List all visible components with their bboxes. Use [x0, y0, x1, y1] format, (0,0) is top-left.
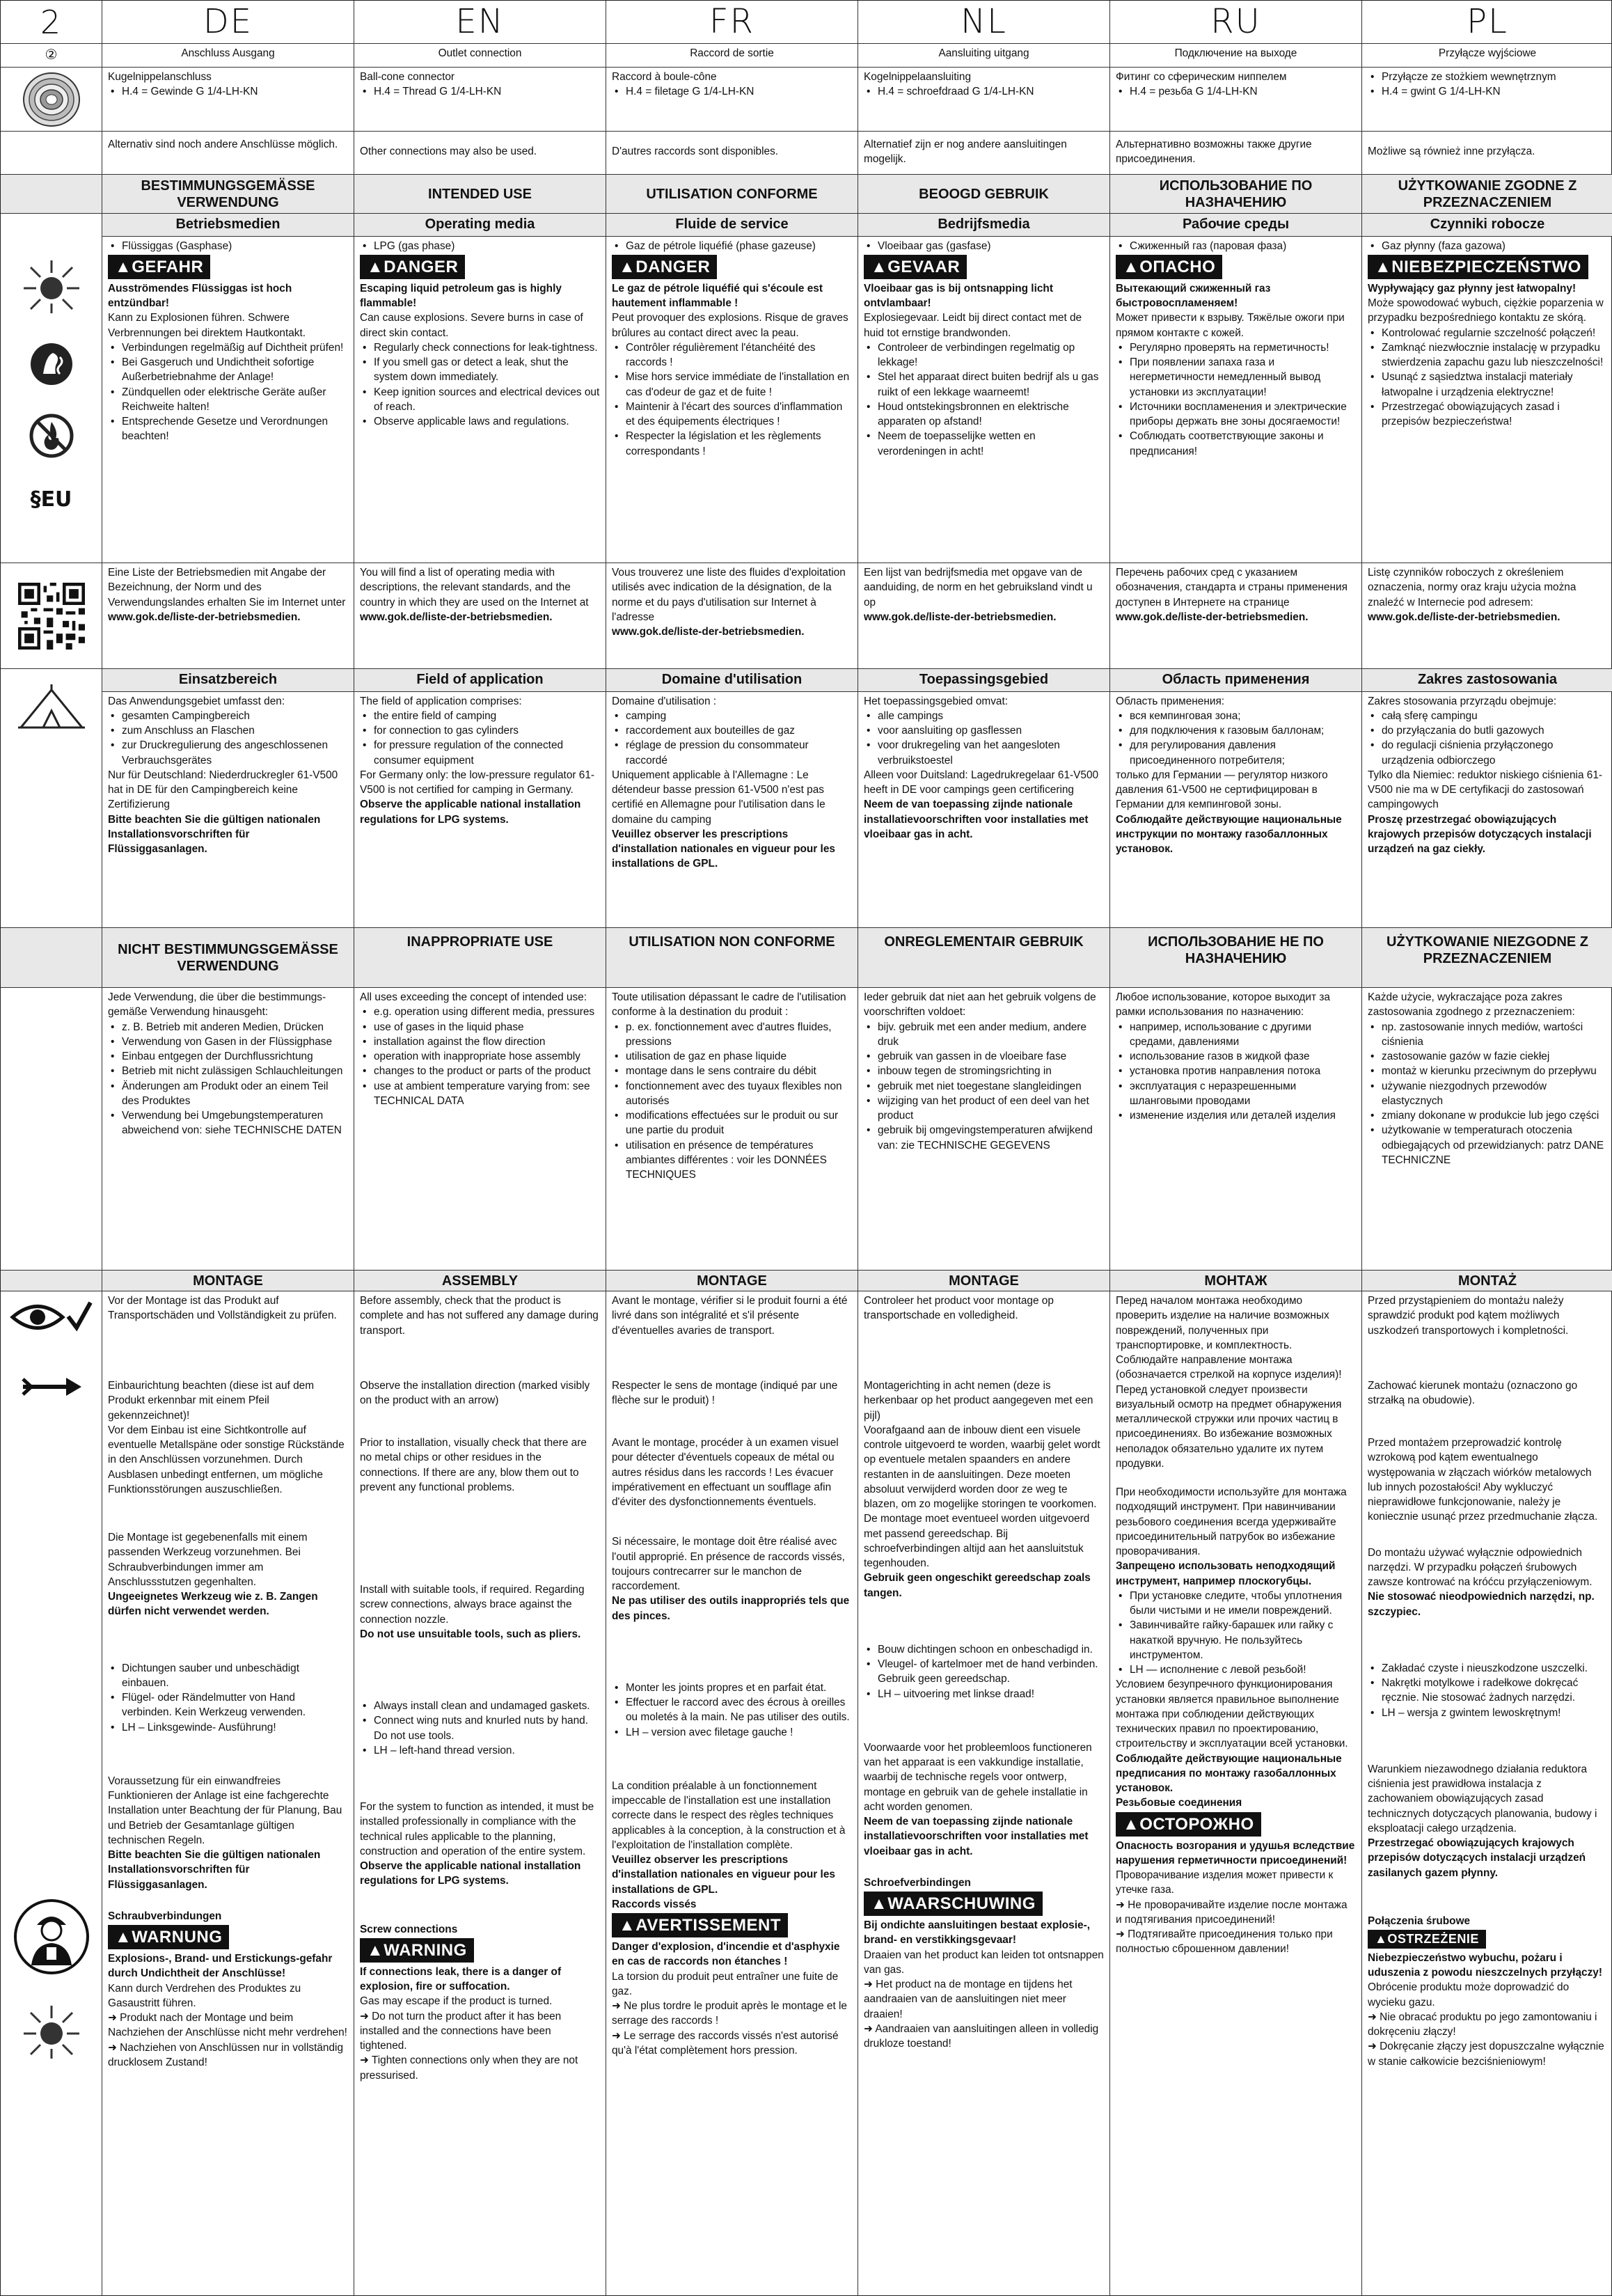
media-en: Operating media • LPG (gas phase) ▲DANGER Escaping liquid petroleum gas is highly flammable! Can cause explosions. Severe burns in case of direct skin contact. • Regularly check connections for leak-tightness. • If you smell gas or detect a leak, shut the system down immediately. • Keep ignition sources and electrical devices out of reach. • Observe applicable laws and regulations.: [354, 214, 606, 563]
hazard-icons: [1, 214, 102, 563]
outlet-desc-nl: Kogelnippelaansluiting • H.4 = schroefdraad G 1/4-LH-KN: [858, 68, 1110, 132]
outlet-alt-nl: Alternatief zijn er nog andere aansluitingen mogelijk.: [858, 132, 1110, 175]
warning-badge: ▲ОСТОРОЖНО: [1116, 1812, 1261, 1837]
assembly-de: Vor der Montage ist das Produkt auf Transportschäden und Vollständigkeit zu prüfen. Einbaurichtung beachten (diese ist auf dem Produkt erkennbar mit einem Pfeil gekennzeichnet)! Vor dem Einbau ist eine Sichtkontrolle auf eventuelle Metallspäne oder sonstige Rückstände in den Anschlüssen vorzunehmen. Durch Ausblasen unbedingt entfernen, um mögliche Funktionsstörungen auszuschließen. Die Montage ist gegebenenfalls mit einem passenden Werkzeug vorzunehmen. Bei Schraubverbindungen immer am Anschlussstutzen gegenhalten. Ungeeignetes Werkzeug wie z. B. Zangen dürfen nicht verwendet werden. • Dichtungen sauber und unbeschädigt einbauen. • Flügel- oder Rändelmutter von Hand verbinden. Kein Werkzeug verwenden. • LH – Linksgewinde- Ausführung! Voraussetzung für ein einwandfreies Funktionieren der Anlage ist eine fachgerechte Installation unter Beachtung der für Planung, Bau und Betrieb der Gesamtanlage gültigen technischen Regeln. Bitte beachten Sie die gültigen nationalen Installationsvorschriften für Flüssiggasanlagen. Schraubverbindungen ▲WARNUNG Explosions-, Brand- und Erstickungs-gefahr durch Undichtheit der Anschlüsse! Kann durch Verdrehen des Produktes zu Gasaustritt führen. ➜ Produkt nach der Montage und beim Nachziehen der Anschlüsse nicht mehr verdrehen! ➜ Nachziehen von Anschlüssen nur in vollständig drucklosem Zustand!: [102, 1291, 354, 2296]
field-pl: Zakres zastosowania Zakres stosowania przyrządu obejmuje: • całą sferę campingu • do przyłączania do butli gazowych • do regulacji ciśnienia przyłączonego urządzenia odbiorczego Tylko dla Niemiec: reduktor niskiego ciśnienia 61-V500 nie ma w DE certyfikacji do zastosowań campingowych Proszę przestrzegać obowiązujących krajowych przepisów dotyczących instalacji urządzeń na gaz ciekły.: [1362, 669, 1612, 928]
outlet-content-row: [1, 68, 1612, 132]
inappropriate-fr: Toute utilisation dépassant le cadre de l'utilisation conforme à la destination du produit : • p. ex. fonctionnement avec d'autres fluides, pressions • utilisation de gaz en phase liquide • montage dans le sens contraire du débit • fonctionnement avec des tuyaux flexibles non autorisés • modifications effectuées sur le produit ou sur une partie du produit • utilisation en présence de températures ambiantes différentes : voir les DONNÉES TECHNIQUES: [606, 988, 858, 1271]
media-fr: Fluide de service • Gaz de pétrole liquéfié (phase gazeuse) ▲DANGER Le gaz de pétrole liquéfié qui s'écoule est hautement inflammable ! Peut provoquer des explosions. Risque de graves brûlures au contact direct avec la peau. • Contrôler régulièrement l'étanchéité des raccords ! • Mise hors service immédiate de l'installation en cas d'odeur de gaz et de fuite ! • Maintenir à l'écart des sources d'inflammation et des équipements électriques ! • Respecter la législation et les règlements correspondants !: [606, 214, 858, 563]
media-list-ru: Перечень рабочих сред с указанием обозначения, стандарта и страны применения доступен в Интернете на странице www.gok.de/liste-der-betriebsmedien.: [1110, 563, 1362, 669]
outlet-title-en: Outlet connection: [354, 44, 606, 68]
lang-en: EN: [354, 1, 606, 44]
gas-smell-icon: [29, 342, 74, 386]
section-title-ru: ИСПОЛЬЗОВАНИЕ НЕ ПО НАЗНАЧЕНИЮ: [1110, 928, 1362, 988]
outlet-title-nl: Aansluiting uitgang: [858, 44, 1110, 68]
inappropriate-ru: Любое использование, которое выходит за рамки использования по назначению: • например, использование с другими средами, давлениями • использование газов в жидкой фазе • установка против направления потока • эксплуатация с неразрешенными шланговыми проводами • изменение изделия или деталей изделия: [1110, 988, 1362, 1271]
inappropriate-nl: Ieder gebruik dat niet aan het gebruik volgens de voorschriften voldoet: • bijv. gebruik met een ander medium, andere druk • gebruik van gassen in de vloeibare fase • inbouw tegen de stromingsrichting in • gebruik met niet toegestane slangleidingen • wijziging van het product of een deel van het product • gebruik bij omgevingstemperaturen afwijkend van: zie TECHNISCHE GEGEVENS: [858, 988, 1110, 1271]
media-ru: Рабочие среды • Сжиженный газ (паровая фаза) ▲ОПАСНО Вытекающий сжиженный газ быстровоспламеняем! Может привести к взрыву. Тяжёлые ожоги при прямом контакте с кожей. • Регулярно проверять на герметичность! • При появлении запаха газа и негерметичности немедленный вывод установки из эксплуатации! • Источники воспламенения и электрические приборы держать вне зоны досягаемости! • Соблюдать соответствующие законы и предписания!: [1110, 214, 1362, 563]
outlet-alt-ru: Альтернативно возможны также другие присоединения.: [1110, 132, 1362, 175]
outlet-alt-row: [1, 132, 1612, 175]
danger-badge: ▲ОПАСНО: [1116, 255, 1222, 279]
inappropriate-en: All uses exceeding the concept of intended use: • e.g. operation using different media, pressures • use of gases in the liquid phase • installation against the flow direction • operation with inappropriate hose assembly • changes to the product or parts of the product • use at ambient temperature varying from: see TECHNICAL DATA: [354, 988, 606, 1271]
media-list-row: [1, 563, 1612, 669]
outlet-desc-ru: Фитинг со сферическим ниппелем • H.4 = резьба G 1/4-LH-KN: [1110, 68, 1362, 132]
field-fr: Domaine d'utilisation Domaine d'utilisation : • camping • raccordement aux bouteilles de gaz • réglage de pression du consommateur raccordé Uniquement applicable à l'Allemagne : Le détendeur basse pression 61-V500 n'est pas certifié en Allemagne pour l'utilisation dans le domaine du camping Veuillez observer les prescriptions d'installation nationales en vigueur pour les installations de GPL.: [606, 669, 858, 928]
no-fire-icon: [29, 414, 74, 458]
field-of-application-row: [1, 669, 1612, 928]
eu-regulation-icon: §EU: [30, 487, 72, 512]
assembly-ru: Перед началом монтажа необходимо проверить изделие на наличие возможных повреждений, полученных при транспортировке, и комплектность. Соблюдайте направление монтажа (обозначается стрелкой на корпусе изделия)! Перед установкой следует произвести визуальный осмотр на предмет обнаружения металлической стружки или прочих частиц в присоединениях. Во избежание возможных неполадок обязательно удалите их путем продувки. При необходимости используйте для монтажа подходящий инструмент. При навинчивании резьбового соединения всегда удерживайте присоединительный патрубок во избежание проворачивания. Запрещено использовать неподходящий инструмент, например плоскогубцы. • При установке следите, чтобы уплотнения были чистыми и не имели повреждений. • Завинчивайте гайку-барашек или гайку с накаткой вручную. Не пользуйтесь инструментом. • LH — исполнение с левой резьбой! Условием безупречного функционирования установки является правильное выполнение монтажа при соблюдении действующих технических правил по проектированию, строительству и эксплуатации всей установки. Соблюдайте действующие национальные предписания по монтажу газобаллонных установок. Резьбовые соединения ▲ОСТОРОЖНО Опасность возгорания и удушья вследствие нарушения герметичности присоединений! Проворачивание изделия может привести к утечке газа. ➜ Не проворачивайте изделие после монтажа и подтягивания присоединений! ➜ Подтягивайте присоединения только при полностью сброшенном давлении!: [1110, 1291, 1362, 2296]
media-list-link[interactable]: www.gok.de/liste-der-betriebsmedien.: [612, 626, 805, 638]
media-list-link[interactable]: www.gok.de/liste-der-betriebsmedien.: [360, 611, 553, 623]
lang-nl: NL: [858, 1, 1110, 44]
section-title-nl: ONREGLEMENTAIR GEBRUIK: [858, 928, 1110, 988]
outlet-title-ru: Подключение на выходе: [1110, 44, 1362, 68]
warning-badge: ▲WAARSCHUWING: [864, 1892, 1043, 1916]
section-title-nl: BEOOGD GEBRUIK: [858, 175, 1110, 214]
warning-badge: ▲WARNING: [360, 1938, 474, 1963]
outlet-title-pl: Przyłącze wyjściowe: [1362, 44, 1612, 68]
section-title-pl: MONTAŻ: [1362, 1271, 1612, 1291]
explosion-icon: [19, 258, 84, 315]
assembly-row: [1, 1291, 1612, 2296]
outlet-title-fr: Raccord de sortie: [606, 44, 858, 68]
section-title-nl: MONTAGE: [858, 1271, 1110, 1291]
inappropriate-use-row: [1, 988, 1612, 1271]
danger-badge: ▲DANGER: [360, 255, 465, 279]
intended-use-header-row: [1, 175, 1612, 214]
section-title-de: NICHT BESTIMMUNGSGEMÄSSE VERWENDUNG: [102, 928, 354, 988]
section-title-fr: MONTAGE: [606, 1271, 858, 1291]
assembly-header-row: [1, 1271, 1612, 1291]
media-list-nl: Een lijst van bedrijfsmedia met opgave van de aanduiding, de norm en het gebruiksland vindt u op www.gok.de/liste-der-betriebsmedien.: [858, 563, 1110, 669]
media-list-link[interactable]: www.gok.de/liste-der-betriebsmedien.: [108, 611, 301, 623]
assembly-en: Before assembly, check that the product is complete and has not suffered any damage during transport. Observe the installation direction (marked visibly on the product with an arrow) Prior to installation, visually check that there are no metal chips or other residues in the connections. If there are any, blow them out to prevent any functional problems. Install with suitable tools, if required. Regarding screw connections, always brace against the connection nozzle. Do not use unsuitable tools, such as pliers. • Always install clean and undamaged gaskets. • Connect wing nuts and knurled nuts by hand. Do not use tools. • LH – left-hand thread version. For the system to function as intended, it must be installed professionally in compliance with the technical rules applicable to the planning, construction and operation of the entire system. Observe the applicable national installation regulations for LPG systems. Screw connections ▲WARNING If connections leak, there is a danger of explosion, fire or suffocation. Gas may escape if the product is turned. ➜ Do not turn the product after it has been installed and the connections have been tightened. ➜ Tighten connections only when they are not pressurised.: [354, 1291, 606, 2296]
section-title-pl: UŻYTKOWANIE ZGODNE Z PRZEZNACZENIEM: [1362, 175, 1612, 214]
media-list-link[interactable]: www.gok.de/liste-der-betriebsmedien.: [864, 611, 1057, 623]
media-de: Betriebsmedien • Flüssiggas (Gasphase) ▲GEFAHR Ausströmendes Flüssiggas ist hoch entzündbar! Kann zu Explosionen führen. Schwere Verbrennungen bei direktem Hautkontakt. • Verbindungen regelmäßig auf Dichtheit prüfen! • Bei Gasgeruch und Undichtheit sofortige Außerbetriebnahme der Anlage! • Zündquellen oder elektrische Geräte außer Reichweite halten! • Entsprechende Gesetze und Verordnungen beachten!: [102, 214, 354, 563]
media-list-en: You will find a list of operating media with descriptions, the relevant standards, and the country in which they are used on the Internet at www.gok.de/liste-der-betriebsmedien.: [354, 563, 606, 669]
outlet-alt-de: Alternativ sind noch andere Anschlüsse möglich.: [102, 132, 354, 175]
eye-check-icon: [10, 1298, 93, 1336]
lang-de: DE: [102, 1, 354, 44]
outlet-alt-en: Other connections may also be used.: [354, 132, 606, 175]
assembly-icons: [1, 1291, 102, 2296]
media-pl: Czynniki robocze • Gaz płynny (faza gazowa) ▲NIEBEZPIECZEŃSTWO Wypływający gaz płynny jest łatwopalny! Może spowodować wybuch, ciężkie poparzenia w przypadku bezpośredniego kontaktu ze skórą. • Kontrolować regularnie szczelność połączeń! • Zamknąć niezwłocznie instalację w przypadku stwierdzenia zapachu gazu lub nieszczelności! • Usunąć z sąsiedztwa instalacji materiały łatwopalne i urządzenia elektryczne! • Przestrzegać obowiązujących zasad i przepisów bezpieczeństwa!: [1362, 214, 1612, 563]
media-list-fr: Vous trouverez une liste des fluides d'exploitation utilisés avec indication de la désignation, de la norme et du pays d'utilisation sur Internet à l'adresse www.gok.de/liste-der-betriebsmedien.: [606, 563, 858, 669]
media-list-de: Eine Liste der Betriebsmedien mit Angabe der Bezeichnung, der Norm und des Verwendungslandes erhalten Sie im Internet unter www.gok.de/liste-der-betriebsmedien.: [102, 563, 354, 669]
section-title-en: INTENDED USE: [354, 175, 606, 214]
warning-badge: ▲OSTRZEŻENIE: [1368, 1930, 1486, 1949]
assembly-pl: Przed przystąpieniem do montażu należy sprawdzić produkt pod kątem możliwych uszkodzeń transportowych i kompletności. Zachować kierunek montażu (oznaczono go strzałką na obudowie). Przed montażem przeprowadzić kontrolę wzrokową pod kątem ewentualnego występowania w złączach wiórków metalowych lub innych pozostałości! Aby wykluczyć nieprawidłowe funkcjonowanie, należy je koniecznie usunąć przez przedmuchanie złącza. Do montażu używać wyłącznie odpowiednich narzędzi. W przypadku połączeń śrubowych zawsze kontrować na króćcu przyłączeniowym. Nie stosować nieodpowiednich narzędzi, np. szczypiec. • Zakładać czyste i nieuszkodzone uszczelki. • Nakrętki motylkowe i radełkowe dokręcać ręcznie. Nie stosować żadnych narzędzi. • LH – wersja z gwintem lewoskrętnym! Warunkiem niezawodnego działania reduktora ciśnienia jest prawidłowa instalacja z zachowaniem obowiązujących zasad technicznych dotyczących planowania, budowy i eksploatacji całego urządzenia. Przestrzegać obowiązujących krajowych przepisów dotyczących instalacji urządzeń zasilanych gazem płynny. Połączenia śrubowe ▲OSTRZEŻENIE Niebezpieczeństwo wybuchu, pożaru i uduszenia z powodu nieszczelnych przyłączy! Obrócenie produktu może doprowadzić do wycieku gazu. ➜ Nie obracać produktu po jego zamontowaniu i dokręceniu złączy! ➜ Dokręcanie złączy jest dopuszczalne wyłącznie w stanie całkowicie bezciśnieniowym!: [1362, 1291, 1612, 2296]
section-title-en: INAPPROPRIATE USE: [354, 928, 606, 988]
section-title-ru: ИСПОЛЬЗОВАНИЕ ПО НАЗНАЧЕНИЮ: [1110, 175, 1362, 214]
outlet-title-row: [1, 44, 1612, 68]
danger-badge: ▲DANGER: [612, 255, 717, 279]
technician-icon: [13, 1898, 90, 1975]
section-title-pl: UŻYTKOWANIE NIEZGODNE Z PRZEZNACZENIEM: [1362, 928, 1612, 988]
explosion-icon: [19, 2003, 84, 2060]
field-de: Einsatzbereich Das Anwendungsgebiet umfasst den: • gesamten Campingbereich • zum Anschluss an Flaschen • zur Druckregulierung des angeschlossenen Verbrauchsgerätes Nur für Deutschland: Niederdruckregler 61-V500 hat in DE für den Campingbereich keine Zertifizierung Bitte beachten Sie die gültigen nationalen Installationsvorschriften für Flüssiggasanlagen.: [102, 669, 354, 928]
outlet-desc-de: Kugelnippelanschluss • H.4 = Gewinde G 1/4-LH-KN: [102, 68, 354, 132]
inappropriate-pl: Każde użycie, wykraczające poza zakres zastosowania zgodnego z przeznaczeniem: • np. zastosowanie innych mediów, wartości ciśnienia • zastosowanie gazów w fazie ciekłej • montaż w kierunku przeciwnym do przepływu • używanie niezgodnych przewodów elastycznych • zmiany dokonane w produkcie lub jego części • użytkowanie w temperaturach otoczenia odbiegających od przewidzianych: patrz DANE TECHNICZNE: [1362, 988, 1612, 1271]
inappropriate-de: Jede Verwendung, die über die bestimmungs-gemäße Verwendung hinausgeht: • z. B. Betrieb mit anderen Medien, Drücken • Verwendung von Gasen in der Flüssigphase • Einbau entgegen der Durchflussrichtung • Betrieb mit nicht zulässigen Schlauchleitungen • Änderungen am Produkt oder an einem Teil des Produktes • Verwendung bei Umgebungstemperaturen abweichend von: siehe TECHNISCHE DATEN: [102, 988, 354, 1271]
media-list-link[interactable]: www.gok.de/liste-der-betriebsmedien.: [1116, 611, 1309, 623]
threaded-fitting-icon: [1, 68, 102, 132]
outlet-alt-fr: D'autres raccords sont disponibles.: [606, 132, 858, 175]
outlet-desc-pl: • Przyłącze ze stożkiem wewnętrznym • H.4 = gwint G 1/4-LH-KN: [1362, 68, 1612, 132]
flow-arrow-icon: [20, 1376, 83, 1397]
media-list-link[interactable]: www.gok.de/liste-der-betriebsmedien.: [1368, 611, 1560, 623]
media-list-pl: Listę czynników roboczych z określeniem oznaczenia, normy oraz kraju użycia można znaleźć w Internecie pod adresem: www.gok.de/liste-der-betriebsmedien.: [1362, 563, 1612, 669]
outlet-desc-fr: Raccord à boule-cône • H.4 = filetage G 1/4-LH-KN: [606, 68, 858, 132]
section-title-fr: UTILISATION CONFORME: [606, 175, 858, 214]
outlet-alt-pl: Możliwe są również inne przyłącza.: [1362, 132, 1612, 175]
language-header-row: [1, 1, 1612, 44]
assembly-nl: Controleer het product voor montage op transportschade en volledigheid. Montagerichting in acht nemen (deze is herkenbaar op het product aangegeven met een pijl) Voorafgaand aan de inbouw dient een visuele controle uitgevoerd te worden, waarbij gelet wordt op eventuele metalen spaanders en andere restanten in de aansluitingen. Deze moeten absoluut verwijderd worden door ze weg te blazen, om zo mogelijke storingen te voorkomen. De montage moet eventueel worden uitgevoerd met passend gereedschap. Bij schroefverbindingen altijd aan het aansluitstuk tegenhouden. Gebruik geen ongeschikt gereedschap zoals tangen. • Bouw dichtingen schoon en onbeschadigd in. • Vleugel- of kartelmoer met de hand verbinden. Gebruik geen gereedschap. • LH – uitvoering met linkse draad! Voorwaarde voor het probleemloos functioneren van het apparaat is een vakkundige installatie, waarbij de technische regels voor ontwerp, montage en gebruik van de gehele installatie in acht worden genomen. Neem de van toepassing zijnde nationale installatievoorschriften voor installaties met vloeibaar gas in acht. Schroefverbindingen ▲WAARSCHUWING Bij ondichte aansluitingen bestaat explosie-, brand- en verstikkingsgevaar! Draaien van het product kan leiden tot ontsnappen van gas. ➜ Het product na de montage en tijdens het aandraaien van de aansluitingen niet meer draaien! ➜ Aandraaien van aansluitingen alleen in volledig drukloze toestand!: [858, 1291, 1110, 2296]
qr-code-icon: [1, 563, 102, 669]
section-title-fr: UTILISATION NON CONFORME: [606, 928, 858, 988]
section-title-de: MONTAGE: [102, 1271, 354, 1291]
danger-badge: ▲GEFAHR: [108, 255, 210, 279]
outlet-desc-en: Ball-cone connector • H.4 = Thread G 1/4-LH-KN: [354, 68, 606, 132]
outlet-title-de: Anschluss Ausgang: [102, 44, 354, 68]
section-title-de: BESTIMMUNGSGEMÄSSE VERWENDUNG: [102, 175, 354, 214]
assembly-fr: Avant le montage, vérifier si le produit fourni a été livré dans son intégralité et s'il présente d'éventuelles avaries de transport. Respecter le sens de montage (indiqué par une flèche sur le produit) ! Avant le montage, procéder à un examen visuel pour détecter d'éventuels copeaux de métal ou autres résidus dans les raccords ! Les évacuer impérativement en effectuant un soufflage afin d'éviter des dysfonctionnements éventuels. Si nécessaire, le montage doit être réalisé avec l'outil approprié. En présence de raccords vissés, toujours contrecarrer sur le manchon de raccordement. Ne pas utiliser des outils inappropriés tels que des pinces. • Monter les joints propres et en parfait état. • Effectuer le raccord avec des écrous à oreilles ou moletés à la main. Ne pas utiliser des outils. • LH – version avec filetage gauche ! La condition préalable à un fonctionnement impeccable de l'installation est une installation correcte dans le respect des règles techniques applicables à la conception, à la construction et à l'exploitation de l'installation complète. Veuillez observer les prescriptions d'installation nationales en vigueur pour les installations de GPL. Raccords vissés ▲AVERTISSEMENT Danger d'explosion, d'incendie et d'asphyxie en cas de raccords non étanches ! La torsion du produit peut entraîner une fuite de gaz. ➜ Ne plus tordre le produit après le montage et le serrage des raccords ! ➜ Le serrage des raccords vissés n'est autorisé qu'à l'état complètement hors pression.: [606, 1291, 858, 2296]
page-number: 2: [1, 1, 102, 44]
field-nl: Toepassingsgebied Het toepassingsgebied omvat: • alle campings • voor aansluiting op gasflessen • voor drukregeling van het aangesloten verbruikstoestel Alleen voor Duitsland: Lagedrukregelaar 61-V500 heeft in DE voor campings geen certificering Neem de van toepassing zijnde nationale installatievoorschriften voor installaties met vloeibaar gas in acht.: [858, 669, 1110, 928]
inappropriate-use-header-row: [1, 928, 1612, 988]
media-nl: Bedrijfsmedia • Vloeibaar gas (gasfase) ▲GEVAAR Vloeibaar gas is bij ontsnapping licht ontvlambaar! Explosiegevaar. Leidt bij direct contact met de huid tot ernstige brandwonden. • Controleer de verbindingen regelmatig op lekkage! • Stel het apparaat direct buiten bedrijf als u gas ruikt of een lekkage waarneemt! • Houd ontstekingsbronnen en elektrische apparaten op afstand! • Neem de toepasselijke wetten en verordeningen in acht!: [858, 214, 1110, 563]
section-title-en: ASSEMBLY: [354, 1271, 606, 1291]
section-title-ru: МОНТАЖ: [1110, 1271, 1362, 1291]
operating-media-row: [1, 214, 1612, 563]
warning-badge: ▲WARNUNG: [108, 1925, 229, 1949]
field-en: Field of application The field of application comprises: • the entire field of camping • for connection to gas cylinders • for pressure regulation of the connected consumer equipment For Germany only: the low-pressure regulator 61-V500 is not certified for camping in Germany. Observe the applicable national installation regulations for LPG systems.: [354, 669, 606, 928]
warning-badge: ▲AVERTISSEMENT: [612, 1913, 788, 1937]
tent-icon: [1, 669, 102, 928]
lang-fr: FR: [606, 1, 858, 44]
lang-pl: PL: [1362, 1, 1612, 44]
lang-ru: RU: [1110, 1, 1362, 44]
danger-badge: ▲NIEBEZPIECZEŃSTWO: [1368, 255, 1588, 279]
danger-badge: ▲GEVAAR: [864, 255, 967, 279]
circled-number-label: ②: [1, 44, 102, 68]
field-ru: Область применения Область применения: • вся кемпинговая зона; • для подключения к газовым баллонам; • для регулирования давления присоединенного потребителя; только для Германии — регулятор низкого давления 61-V500 не сертифицирован в Германии для кемпинговой зоны. Соблюдайте действующие национальные инструкции по монтажу газобаллонных установок.: [1110, 669, 1362, 928]
